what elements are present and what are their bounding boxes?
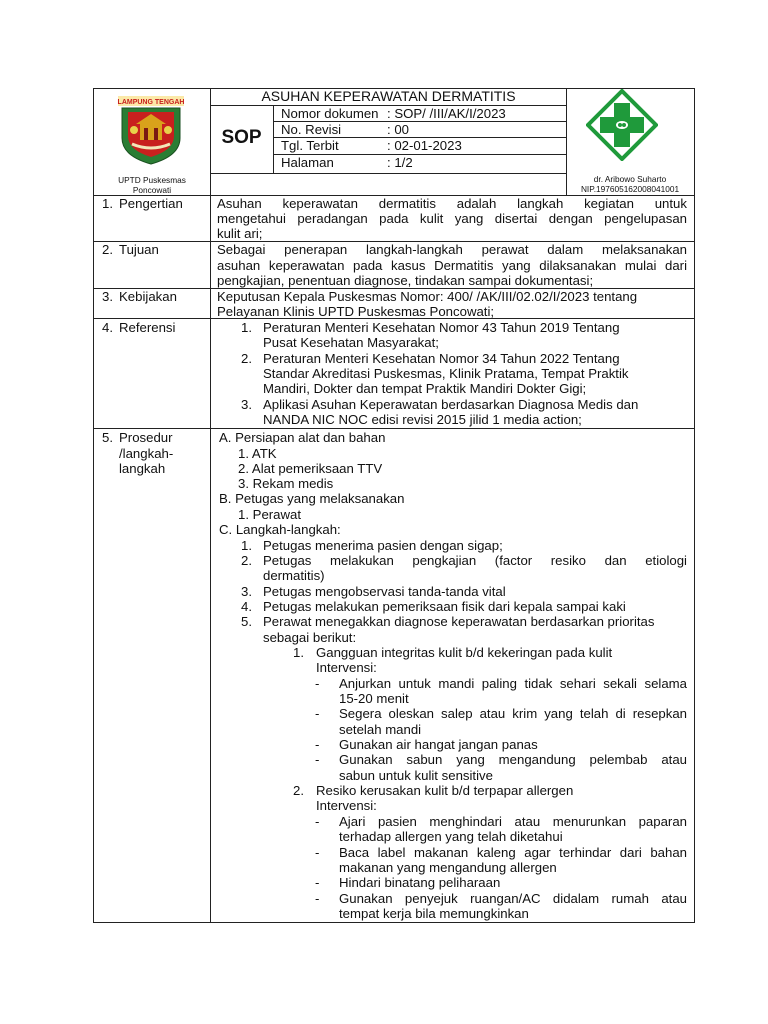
bullet-line: Anjurkan untuk mandi paling tidak sehari sekali selama (339, 676, 687, 691)
reference-line: NANDA NIC NOC edisi revisi 2015 jilid 1 media action; (263, 412, 582, 427)
reference-line: Aplikasi Asuhan Keperawatan berdasarkan Diagnosa Medis dan (263, 397, 639, 412)
meta-label-halaman: Halaman (281, 155, 334, 170)
text-line: mengetahui peradangan pada kulit yang disertai dengan pengelupasan (217, 211, 687, 226)
text-line: asuhan keperawatan pada kasus Dermatitis yang dilaksanakan mulai dari (217, 258, 687, 273)
meta-value-revisi: : 00 (387, 122, 409, 137)
meta-value-nomor: : SOP/ /III/AK/I/2023 (387, 106, 506, 121)
diagnosis-number: 2. (293, 783, 304, 798)
text-line: kulit ari; (217, 226, 263, 241)
puskesmas-logo (586, 89, 658, 161)
reference-number: 2. (241, 351, 252, 366)
section-number: 2. (102, 242, 113, 257)
bullet-line: terhadap allergen yang telah diketahui (339, 829, 563, 844)
bullet-dash: - (315, 814, 320, 829)
subsection-title: B. Petugas yang melaksanakan (219, 491, 405, 506)
bullet-line: makanan yang mengandung allergen (339, 860, 557, 875)
section-number: 1. (102, 196, 113, 211)
section-number: 5. (102, 430, 113, 445)
signer-nip: NIP.197605162008041001 (580, 184, 680, 194)
caption-line-2: Poncowati (132, 185, 172, 195)
reference-number: 3. (241, 397, 252, 412)
meta-value-halaman: : 1/2 (387, 155, 413, 170)
svg-text:LAMPUNG TENGAH: LAMPUNG TENGAH (117, 99, 185, 106)
step-number: 3. (241, 584, 252, 599)
text-line: Pelayanan Klinis UPTD Puskesmas Poncowati; (217, 304, 495, 319)
step-number: 2. (241, 553, 252, 568)
bullet-line: Gunakan sabun yang mengandung pelembab atau (339, 752, 687, 767)
meta-label-terbit: Tgl. Terbit (281, 138, 339, 153)
section-label: Prosedur (119, 430, 173, 445)
section-number: 4. (102, 320, 113, 335)
meta-label-nomor: Nomor dokumen (281, 106, 379, 121)
reference-number: 1. (241, 320, 252, 335)
list-item: 2. Alat pemeriksaan TTV (238, 461, 383, 476)
document-title: ASUHAN KEPERAWATAN DERMATITIS (261, 88, 516, 104)
text-line: Asuhan keperawatan dermatitis adalah langkah kegiatan untuk (217, 196, 687, 211)
intervention-label: Intervensi: (316, 660, 377, 675)
caption-line-1: UPTD Puskesmas (118, 175, 186, 185)
bullet-line: tempat kerja bila memungkinkan (339, 906, 529, 921)
step-line: Petugas menerima pasien dengan sigap; (263, 538, 503, 553)
step-line: Petugas melakukan pengkajian (factor resiko dan etiologi (263, 553, 687, 568)
step-number: 4. (241, 599, 252, 614)
bullet-dash: - (315, 845, 320, 860)
step-line: sebagai berikut: (263, 630, 357, 645)
section-label: Tujuan (119, 242, 159, 257)
diagnosis-title: Gangguan integritas kulit b/d kekeringan pada kulit (316, 645, 613, 660)
bullet-line: 15-20 menit (339, 691, 409, 706)
bullet-dash: - (315, 875, 320, 890)
list-item: 3. Rekam medis (238, 476, 334, 491)
step-line: dermatitis) (263, 568, 325, 583)
bullet-dash: - (315, 706, 320, 721)
bullet-dash: - (315, 752, 320, 767)
diagnosis-number: 1. (293, 645, 304, 660)
list-item: 1. Perawat (238, 507, 302, 522)
intervention-label: Intervensi: (316, 798, 377, 813)
bullet-line: setelah mandi (339, 722, 422, 737)
reference-line: Mandiri, Dokter dan tempat Praktik Mandiri Dokter Gigi; (263, 381, 587, 396)
step-line: Petugas melakukan pemeriksaan fisik dari kepala sampai kaki (263, 599, 626, 614)
reference-line: Peraturan Menteri Kesehatan Nomor 43 Tahun 2019 Tentang (263, 320, 620, 335)
bullet-line: Gunakan air hangat jangan panas (339, 737, 538, 752)
bullet-dash: - (315, 737, 320, 752)
bullet-line: Hindari binatang peliharaan (339, 875, 501, 890)
bullet-line: Baca label makanan kaleng agar terhindar dari bahan (339, 845, 687, 860)
list-item: 1. ATK (238, 446, 277, 461)
section-label: /langkah- (119, 446, 174, 461)
reference-line: Standar Akreditasi Puskesmas, Klinik Pratama, Tempat Praktik (263, 366, 629, 381)
subsection-title: C. Langkah-langkah: (219, 522, 341, 537)
section-label: Pengertian (119, 196, 183, 211)
bullet-dash: - (315, 891, 320, 906)
bullet-dash: - (315, 676, 320, 691)
reference-line: Pusat Kesehatan Masyarakat; (263, 335, 439, 350)
section-number: 3. (102, 289, 113, 304)
district-logo (116, 94, 186, 166)
sop-label: SOP (221, 127, 262, 148)
section-label: Referensi (119, 320, 176, 335)
bullet-line: Gunakan penyejuk ruangan/AC didalam rumah atau (339, 891, 687, 906)
section-label: Kebijakan (119, 289, 177, 304)
text-line: Sebagai penerapan langkah-langkah perawat dalam melaksanakan (217, 242, 687, 257)
bullet-line: Ajari pasien menghindari atau menurunkan paparan (339, 814, 687, 829)
text-line: Keputusan Kepala Puskesmas Nomor: 400/ /AK/III/02.02/I/2023 tentang (217, 289, 638, 304)
step-number: 1. (241, 538, 252, 553)
bullet-line: sabun untuk kulit sensitive (339, 768, 493, 783)
meta-label-revisi: No. Revisi (281, 122, 342, 137)
text-line: pengkajian, penentuan diagnose, tindakan sampai dokumentasi; (217, 273, 594, 288)
subsection-title: A. Persiapan alat dan bahan (219, 430, 386, 445)
meta-value-terbit: : 02-01-2023 (387, 138, 462, 153)
signer-name: dr. Aribowo Suharto (593, 174, 667, 184)
diagnosis-title: Resiko kerusakan kulit b/d terpapar allergen (316, 783, 574, 798)
bullet-line: Segera oleskan salep atau krim yang telah di resepkan (339, 706, 687, 721)
section-label: langkah (119, 461, 166, 476)
step-line: Petugas mengobservasi tanda-tanda vital (263, 584, 506, 599)
step-line: Perawat menegakkan diagnose keperawatan berdasarkan prioritas (263, 614, 655, 629)
step-number: 5. (241, 614, 252, 629)
reference-line: Peraturan Menteri Kesehatan Nomor 34 Tahun 2022 Tentang (263, 351, 620, 366)
